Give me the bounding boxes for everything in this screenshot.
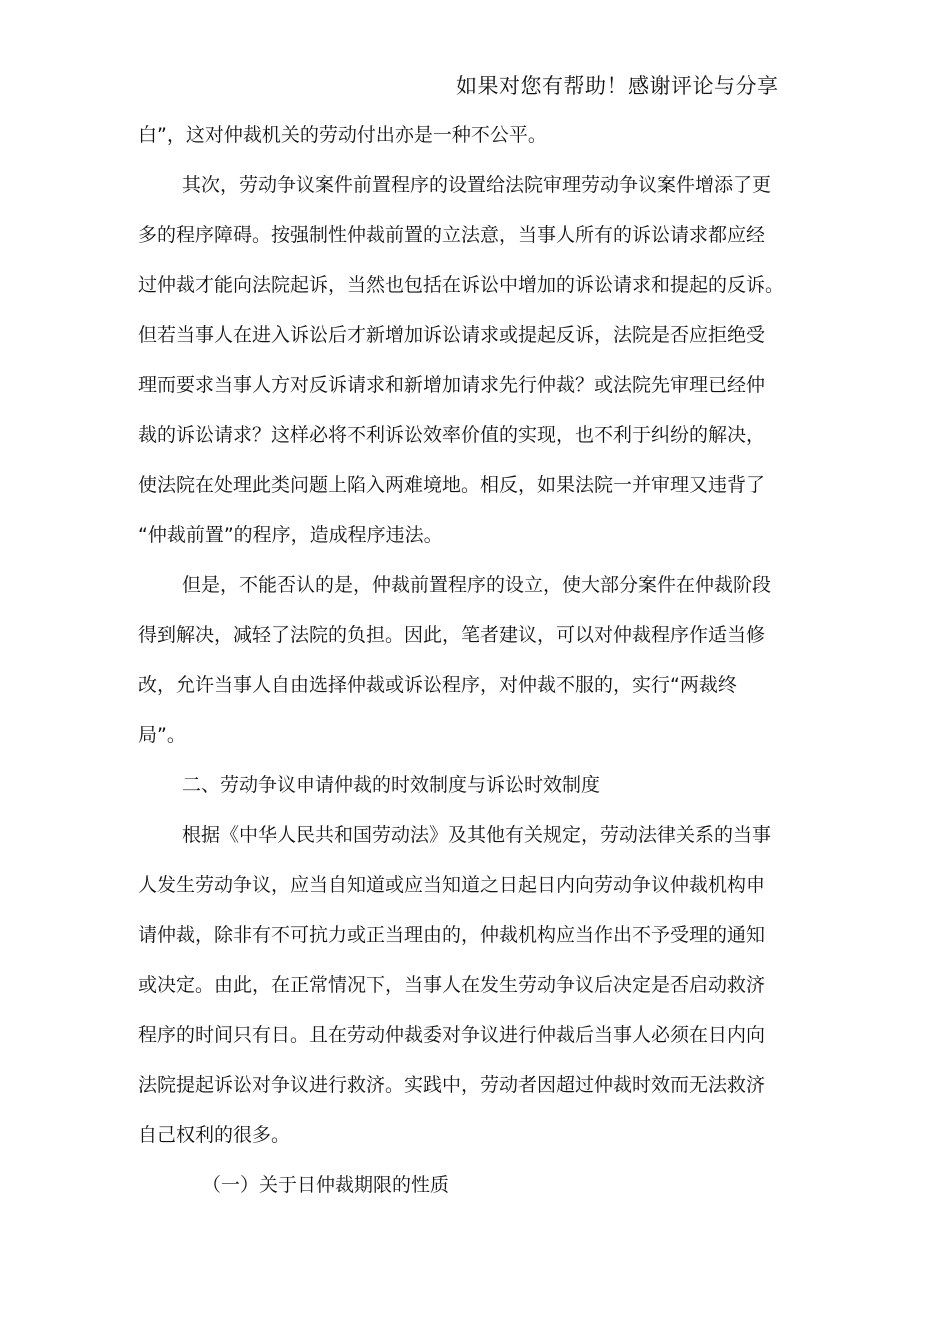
paragraph-line: 裁的诉讼请求？这样必将不利诉讼效率价值的实现，也不利于纠纷的解决， [138, 424, 766, 446]
paragraph-line: 但是，不能否认的是，仲裁前置程序的设立，使大部分案件在仲裁阶段 [182, 574, 772, 596]
paragraph-line: 改，允许当事人自由选择仲裁或诉讼程序，对仲裁不服的，实行“两裁终 [138, 674, 737, 696]
paragraph-line: 其次，劳动争议案件前置程序的设置给法院审理劳动争议案件增添了更 [182, 174, 772, 196]
paragraph-line: 白”，这对仲裁机关的劳动付出亦是一种不公平。 [138, 124, 547, 146]
subsection-heading: （一）关于日仲裁期限的性质 [202, 1174, 450, 1196]
paragraph-line: 使法院在处理此类问题上陷入两难境地。相反，如果法院一并审理又违背了 [138, 474, 766, 496]
paragraph-line: 但若当事人在进入诉讼后才新增加诉讼请求或提起反诉，法院是否应拒绝受 [138, 324, 766, 346]
section-heading: 二、劳动争议申请仲裁的时效制度与诉讼时效制度 [182, 774, 601, 796]
paragraph-line: 局”。 [138, 724, 186, 746]
paragraph-line: 请仲裁，除非有不可抗力或正当理由的，仲裁机构应当作出不予受理的通知 [138, 924, 766, 946]
paragraph-line: “仲裁前置”的程序，造成程序违法。 [138, 524, 443, 546]
paragraph-line: 过仲裁才能向法院起诉，当然也包括在诉讼中增加的诉讼请求和提起的反诉。 [138, 274, 785, 296]
paragraph-line: 或决定。由此，在正常情况下，当事人在发生劳动争议后决定是否启动救济 [138, 974, 766, 996]
paragraph-line: 多的程序障碍。按强制性仲裁前置的立法意，当事人所有的诉讼请求都应经 [138, 224, 766, 246]
paragraph-line: 根据《中华人民共和国劳动法》及其他有关规定，劳动法律关系的当事 [182, 824, 772, 846]
paragraph-line: 理而要求当事人方对反诉请求和新增加请求先行仲裁？或法院先审理已经仲 [138, 374, 766, 396]
header-note: 如果对您有帮助！感谢评论与分享 [456, 74, 779, 98]
paragraph-line: 人发生劳动争议，应当自知道或应当知道之日起日内向劳动争议仲裁机构申 [138, 874, 766, 896]
paragraph-line: 自己权利的很多。 [138, 1124, 291, 1146]
paragraph-line: 法院提起诉讼对争议进行救济。实践中，劳动者因超过仲裁时效而无法救济 [138, 1074, 766, 1096]
paragraph-line: 得到解决，减轻了法院的负担。因此，笔者建议，可以对仲裁程序作适当修 [138, 624, 766, 646]
document-body [138, 110, 828, 1210]
paragraph-line: 程序的时间只有日。且在劳动仲裁委对争议进行仲裁后当事人必须在日内向 [138, 1024, 766, 1046]
